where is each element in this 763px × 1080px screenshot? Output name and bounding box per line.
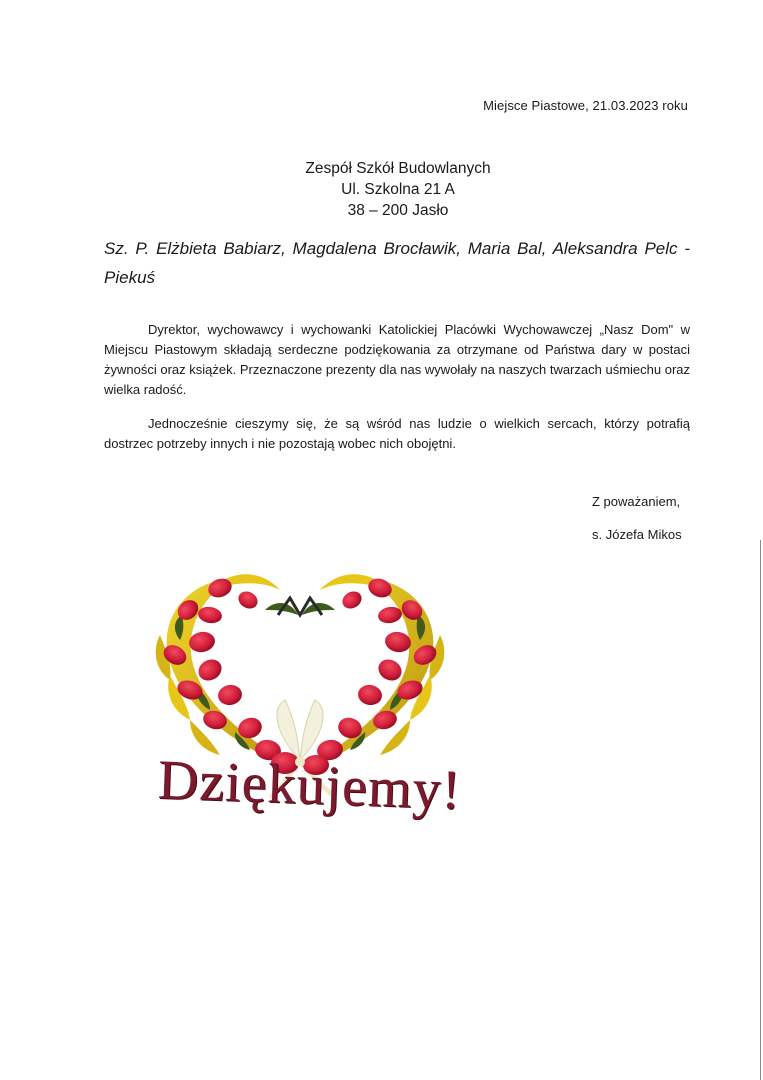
closing-greeting: Z poważaniem, (592, 494, 681, 509)
recipient-street: Ul. Szkolna 21 A (341, 181, 455, 198)
recipient-name: Zespół Szkół Budowlanych (305, 160, 491, 177)
thanks-word: Dziękujemy! (156, 749, 463, 822)
addressees: Sz. P. Elżbieta Babiarz, Magdalena Brocławik, Maria Bal, Aleksandra Pelc - Piekuś (104, 239, 690, 287)
leaves-left (156, 574, 298, 772)
body-paragraph-1: Dyrektor, wychowawcy i wychowanki Katolickiej Placówki Wychowawczej „Nasz Dom" w Miejscu Piastowym składają serdeczne podziękowania za otrzymane od Państwa dary w postaci żywności oraz książek. Przeznaczone prezenty dla nas wywołały na naszych twarzach uśmiechu oraz wielka radość. (104, 322, 690, 397)
letter-body (104, 320, 690, 468)
body-paragraph-2: Jednocześnie cieszymy się, że są wśród nas ludzie o wielkich sercach, którzy potrafią dostrzec potrzeby innych i nie pozostają wobec nich obojętni. (104, 416, 690, 451)
place-date: Miejsce Piastowe, 21.03.2023 roku (483, 98, 688, 113)
recipient-address (248, 158, 548, 221)
signature: s. Józefa Mikos (592, 527, 682, 542)
recipient-city: 38 – 200 Jasło (347, 202, 449, 219)
scan-edge-line (760, 540, 761, 1080)
green-leaf-accents (175, 615, 425, 750)
